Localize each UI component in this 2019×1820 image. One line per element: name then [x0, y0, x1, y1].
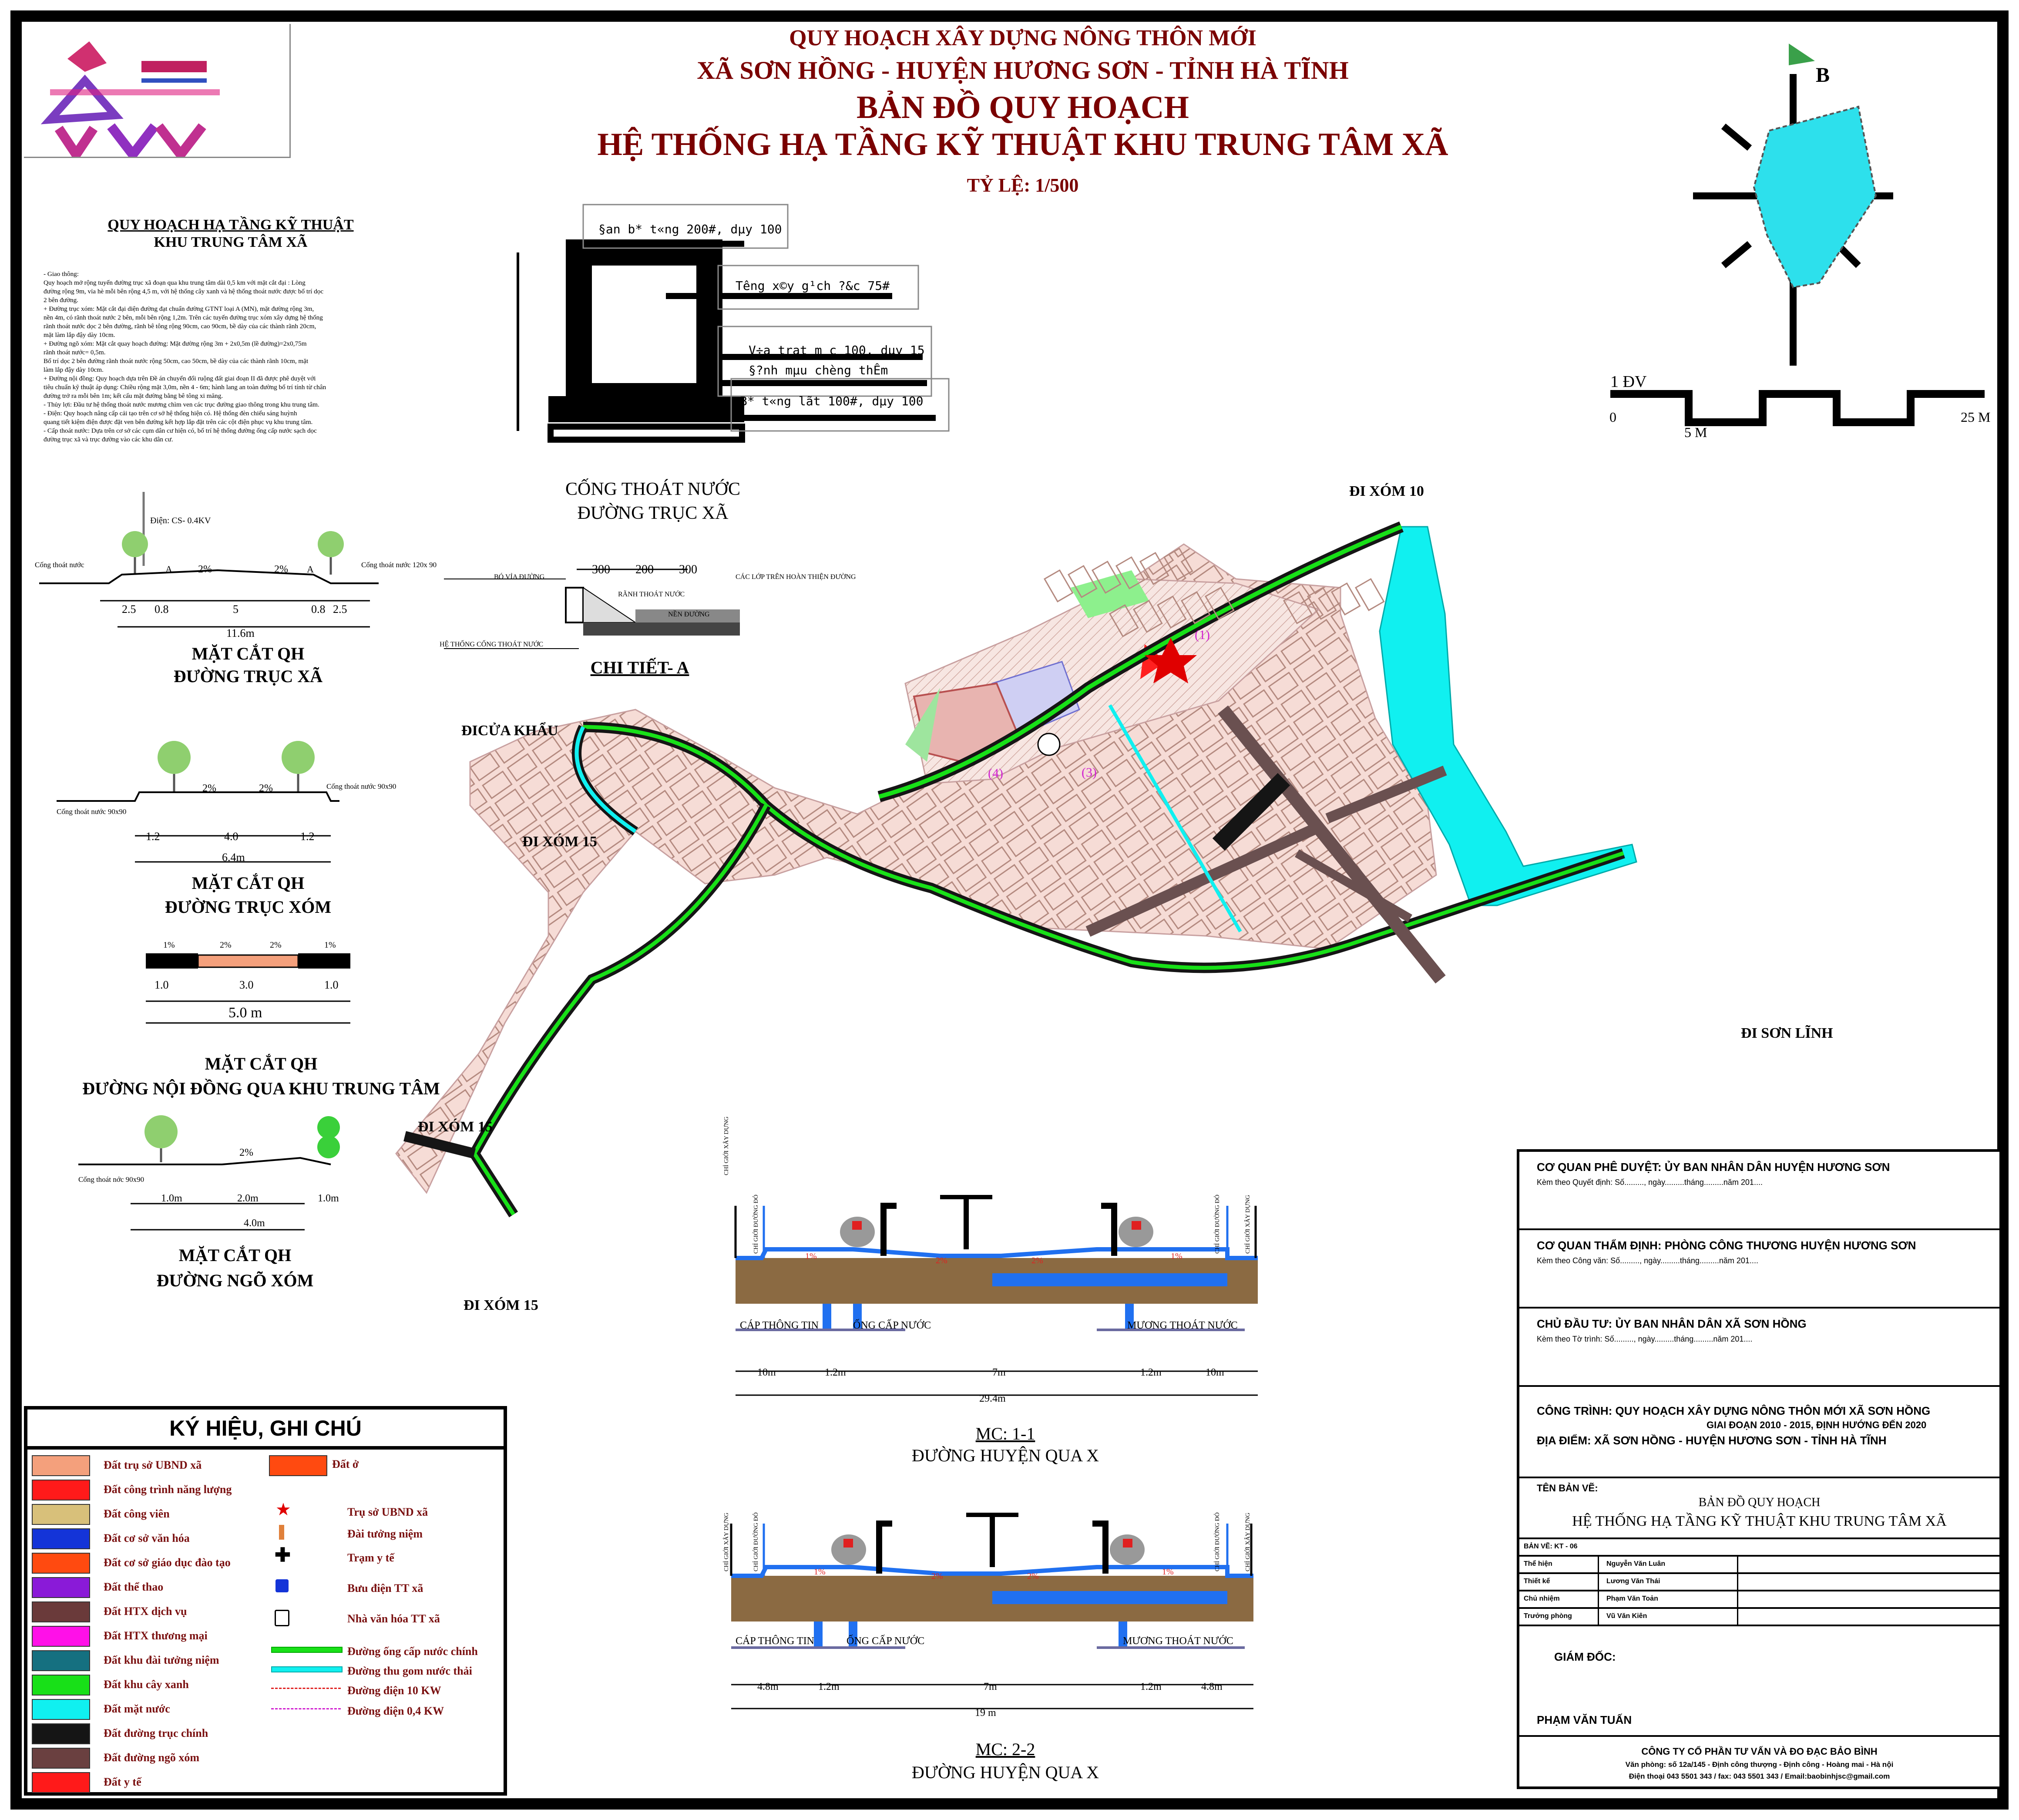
post-icon [271, 1579, 336, 1592]
notes-line: đường trục xã và trục đường vào các khu dân cư. [44, 436, 173, 443]
legend-title: KÝ HIỆU, GHI CHÚ [27, 1410, 504, 1450]
notes-line: rãnh thoát nước dọc 2 bên đường, rãnh bê tông rộng 90cm, cao 90cm, bề dày của các thành rãnh 20cm, [44, 323, 316, 330]
tb-appraise-row [1519, 1230, 1999, 1309]
tb-role: Chủ nhiệm [1524, 1595, 1560, 1602]
notes-line: - Điện: Quy hoạch nâng cấp cải tạo trên cơ sở hệ thống hiện có. Hệ thống đèn chiếu sáng huỳnh [44, 410, 297, 417]
legend-item-label: Đất HTX thương mại [104, 1629, 208, 1642]
notes-line: rãnh thoát nước= 0,5m. [44, 349, 106, 356]
section4-title2: ĐƯỜNG NGÕ XÓM [156, 1271, 314, 1290]
section2-dim-1: 1.2 [146, 830, 160, 843]
section1-total: 11.6m [226, 627, 255, 639]
section3-total: 5.0 m [228, 1005, 262, 1021]
section4-dim-3: 1.0m [318, 1193, 339, 1204]
detail-a-dim-3: 300 [679, 563, 697, 576]
section1-mark-a1: A [165, 564, 172, 575]
legend-item-label: Trạm y tế [347, 1551, 394, 1564]
section2-total: 6.4m [222, 851, 245, 864]
rs1-label-cable: CÁP THÔNG TIN [740, 1320, 819, 1331]
legend-item-label: Đất công trình năng lượng [104, 1483, 232, 1496]
section3-slope-2: 2% [220, 940, 232, 950]
header-line2: XÃ SƠN HỒNG - HUYỆN HƯƠNG SƠN - TỈNH HÀ TĨNH [697, 56, 1349, 84]
rs1-label-drain: MƯƠNG THOÁT NƯỚC [1127, 1320, 1238, 1331]
legend-swatch [32, 1528, 90, 1549]
tb-role-name: Nguyễn Văn Luân [1606, 1560, 1666, 1568]
section1-slope-2: 2% [274, 564, 288, 575]
scalebar-unit: 1 ĐV [1610, 373, 1647, 391]
detail-a-dim-1: 300 [592, 563, 610, 576]
section3-slope-1: 1% [163, 940, 175, 950]
notes-line: Quy hoạch mở rộng tuyến đường trục xã đoạn qua khu trung tâm dài 0,5 km với mặt cắt đại : Lòng [44, 279, 306, 286]
notes-subtitle: KHU TRUNG TÂM XÃ [154, 234, 308, 250]
legend-swatch [32, 1675, 90, 1696]
rs2-dim-1: 4.8m [757, 1681, 779, 1692]
notes-line: đường trở ra mỗi bên 1m; kết cấu mặt đường bằng bê tông xi măng. [44, 392, 223, 400]
culvert-title1: CỐNG THOÁT NƯỚC [565, 479, 741, 499]
rs1-dim-1: 10m [757, 1367, 776, 1378]
rs2-dim-4: 1.2m [1140, 1681, 1162, 1692]
map-zone-1: (1) [1195, 628, 1210, 642]
tb-role-row [1519, 1609, 1999, 1626]
map-direction-xom10: ĐI XÓM 10 [1349, 483, 1424, 499]
section4-total: 4.0m [244, 1218, 265, 1229]
rs2-slope-2: 2% [931, 1571, 943, 1581]
scalebar [1610, 385, 1985, 433]
legend [24, 1406, 507, 1796]
rs1-dim-2: 1.2m [825, 1367, 846, 1378]
legend-item-label: Đất cơ sở giáo dục đào tạo [104, 1556, 231, 1569]
legend-item-label: Đường thu gom nước thải [347, 1665, 472, 1677]
section1-dim-1: 2.5 [122, 603, 136, 616]
section3-title2: ĐƯỜNG NỘI ĐỒNG QUA KHU TRUNG TÂM [82, 1079, 440, 1098]
culvert-label-4: §?nh mµu chèng thÊm [749, 363, 888, 377]
map-scale: TỶ LỆ: 1/500 [967, 175, 1079, 196]
section1-dim-4: 0.8 [311, 603, 326, 616]
rs2-vertical-2: CHỈ GIỚI ĐƯỜNG ĐỎ [753, 1512, 759, 1571]
legend-swatch [32, 1455, 90, 1476]
legend-swatch [32, 1480, 90, 1500]
section2-slope-2: 2% [259, 783, 273, 794]
notes-line: tiêu chuẩn kỹ thuật áp dụng: Chiều rộng mặt 3,0m, nền 4 - 6m; hành lang an toàn đường bố trí tính từ chân [44, 384, 326, 391]
power04-line [271, 1702, 336, 1715]
section-truc-xa-drawing [35, 483, 392, 640]
legend-item-label: Nhà văn hóa TT xã [347, 1612, 440, 1625]
scalebar-zero: 0 [1609, 409, 1616, 425]
section1-dim-5: 2.5 [333, 603, 347, 616]
tb-role: Thể hiện [1524, 1560, 1552, 1568]
sewer-line [271, 1662, 336, 1675]
tb-phone: Điện thoại 043 5501 343 / fax: 043 5501 343 / Email:baobinhjsc@gmail.com [1629, 1772, 1890, 1780]
section3-slope-3: 2% [270, 940, 282, 950]
rs2-title2: ĐƯỜNG HUYỆN QUA X [912, 1763, 1099, 1782]
tb-role-row [1519, 1574, 1999, 1591]
rs1-title1: MC: 1-1 [975, 1424, 1035, 1443]
section4-dim-1: 1.0m [161, 1193, 182, 1204]
map-direction-son-linh: ĐI SƠN LĨNH [1741, 1025, 1833, 1041]
rs1-title2: ĐƯỜNG HUYỆN QUA X [912, 1446, 1099, 1465]
section-truc-xom-drawing [57, 736, 387, 866]
map-direction-xom15-a: ĐI XÓM 15 [522, 834, 597, 850]
rs2-dim-2: 1.2m [818, 1681, 840, 1692]
power10-line [271, 1682, 336, 1695]
legend-item-label: Đất đường trục chính [104, 1727, 208, 1739]
map-direction-xom15-c: ĐI XÓM 15 [464, 1297, 538, 1313]
tb-approve: CƠ QUAN PHÊ DUYỆT: ỦY BAN NHÂN DÂN HUYỆN HƯƠNG SƠN [1537, 1161, 1890, 1174]
rs2-vertical-3: CHỈ GIỚI ĐƯỜNG ĐỎ [1214, 1512, 1221, 1571]
notes-line: Bố trí dọc 2 bên đường rãnh thoát nước rộng 50cm, cao 50cm, bề dày của các thành rãnh 10cm, mặt [44, 357, 309, 365]
company-logo [24, 24, 291, 158]
tb-sheet-row [1519, 1539, 1999, 1557]
legend-item-label: Đất mặt nước [104, 1702, 170, 1715]
detail-a-label-4: NỀN ĐƯỜNG [668, 611, 710, 618]
rs2-slope-3: 2% [1027, 1571, 1039, 1581]
legend-swatch [32, 1650, 90, 1671]
tb-role-name: Phạm Văn Toản [1606, 1595, 1658, 1602]
section3-title1: MẶT CẮT QH [205, 1054, 318, 1073]
rs2-vertical-4: CHỈ GIỚI XÂY DỰNG [1245, 1512, 1251, 1571]
rs2-vertical-1: CHỈ GIỚI XÂY DỰNG [723, 1512, 730, 1571]
map-zone-3: (3) [1082, 765, 1097, 780]
section3-dim-2: 3.0 [239, 979, 254, 991]
map-zone-4: (4) [988, 766, 1003, 780]
section2-right-note: Cống thoát nước 90x90 [326, 782, 396, 791]
rs1-slope-2: 2% [936, 1256, 947, 1265]
section3-dim-1: 1.0 [155, 979, 169, 991]
legend-item-label: Đất khu đài tưởng niệm [104, 1654, 219, 1666]
section3-slope-4: 1% [324, 940, 336, 950]
tb-approve-sub: Kèm theo Quyết định: Số........., ngày.........tháng.........năm 201.... [1537, 1178, 1763, 1187]
notes-line: - Thủy lợi: Đầu tư hệ thống thoát nước mương chìm ven các trục đường giao thông trong khu trung tâm. [44, 401, 319, 408]
legend-swatch [32, 1626, 90, 1647]
notes-title: QUY HOẠCH HẠ TẦNG KỸ THUẬT [108, 217, 354, 233]
map-title: BẢN ĐỒ QUY HOẠCH [857, 90, 1189, 125]
legend-item-label: Đất trụ sở UBND xã [104, 1459, 202, 1471]
section4-dim-2: 2.0m [237, 1193, 259, 1204]
legend-swatch [32, 1748, 90, 1769]
notes-line: - Cấp thoát nước: Dựa trên cơ sở các cụm dân cư hiện có, bố trí hệ thống đường ống cấp nước sạch dọc [44, 427, 317, 434]
notes-line: + Đường nội đồng: Quy hoạch dựa trên Đề án chuyển đổi ruộng đất giai đoạn II đã được phê duyệt với [44, 375, 316, 382]
rs1-dim-5: 10m [1206, 1367, 1224, 1378]
legend-item-label: Đất ở [332, 1458, 359, 1470]
tb-project-row [1519, 1387, 1999, 1478]
legend-swatch [269, 1455, 327, 1476]
culvert-label-3: V÷a trat m¸c 100, dµy 15 [749, 343, 925, 357]
notes-line: quang tiết kiệm điện được đặt ven bên đường kết hợp lắp đặt trên các cột điện phục vụ khu trung tâm. [44, 418, 313, 426]
notes-body [44, 270, 383, 444]
tb-approve-row [1519, 1152, 1999, 1230]
tb-investor-sub: Kèm theo Tờ trình: Số........., ngày.........tháng.........năm 201.... [1537, 1335, 1753, 1343]
detail-a-label-5: HỆ THỐNG CỐNG THOÁT NƯỚC [440, 641, 544, 648]
tb-appraise: CƠ QUAN THẨM ĐỊNH: PHÒNG CÔNG THƯƠNG HUYỆN HƯƠNG SƠN [1537, 1239, 1916, 1252]
legend-item-label: Đường điện 0,4 KW [347, 1705, 444, 1717]
tb-location: ĐỊA ĐIỂM: XÃ SƠN HỒNG - HUYỆN HƯƠNG SƠN - TỈNH HÀ TĨNH [1537, 1434, 1887, 1447]
rs1-label-water: ỐNG CẤP NƯỚC [853, 1320, 931, 1331]
scalebar-end: 25 M [1961, 409, 1991, 425]
section4-slope-1: 2% [239, 1147, 253, 1158]
section1-title1: MẶT CẮT QH [191, 644, 305, 663]
legend-item-label: Trụ sở UBND xã [347, 1506, 428, 1518]
notes-line: làm lắp đậy dày 10cm. [44, 366, 104, 373]
legend-swatch [32, 1723, 90, 1744]
rs1-vertical-1: CHỈ GIỚI XÂY DỰNG [723, 1116, 730, 1175]
section2-dim-3: 1.2 [300, 830, 315, 843]
map-direction-xom15-b: ĐI XÓM 15 [418, 1119, 493, 1135]
culvert-label-2: Têng x©y g¹ch ?&c 75# [736, 279, 890, 293]
tb-investor: CHỦ ĐẦU TƯ: ỦY BAN NHÂN DÂN XÃ SƠN HỒNG [1537, 1317, 1807, 1330]
section1-slope-1: 2% [198, 564, 212, 575]
tb-drawing-label: TÊN BẢN VẼ: [1537, 1483, 1598, 1494]
compass-north-label: B [1816, 64, 1830, 87]
section1-dim-3: 5 [233, 603, 239, 616]
legend-item-label: Bưu điện TT xã [347, 1582, 423, 1595]
rs2-dim-3: 7m [984, 1681, 997, 1692]
north-arrow-icon [1684, 39, 1902, 370]
section2-title1: MẶT CẮT QH [191, 873, 305, 893]
section2-left-note: Cống thoát nước 90x90 [57, 807, 127, 816]
rs1-vertical-2: CHỈ GIỚI ĐƯỜNG ĐỎ [753, 1194, 759, 1254]
tb-role-row [1519, 1591, 1999, 1609]
rs2-slope-1: 1% [814, 1567, 826, 1577]
detail-a-label-2: RÃNH THOÁT NƯỚC [618, 591, 685, 598]
legend-item-label: Đất khu cây xanh [104, 1678, 189, 1691]
monument-icon [271, 1525, 336, 1538]
notes-line: mặt làm lắp đậy dày 10cm. [44, 331, 115, 339]
culvert-title2: ĐƯỜNG TRỤC XÃ [577, 503, 729, 523]
legend-swatch [32, 1577, 90, 1598]
legend-item-label: Đường điện 10 KW [347, 1684, 441, 1697]
culvert-drawing [501, 200, 957, 483]
legend-item-label: Đất công viên [104, 1507, 170, 1520]
rs1-vertical-4: CHỈ GIỚI XÂY DỰNG [1245, 1194, 1251, 1254]
title-block [1517, 1149, 2002, 1789]
section3-dim-3: 1.0 [324, 979, 339, 991]
tb-company-divider [1519, 1735, 1999, 1737]
tb-project-sub: GIAI ĐOẠN 2010 - 2015, ĐỊNH HƯỚNG ĐẾN 2020 [1707, 1420, 1927, 1430]
culvert-label-5: B* t«ng lãt 100#, dµy 100 [740, 394, 924, 408]
section2-dim-2: 4.0 [224, 830, 239, 843]
culture-icon [271, 1610, 336, 1623]
tb-director: PHẠM VĂN TUẤN [1537, 1713, 1632, 1726]
legend-swatch [32, 1699, 90, 1720]
legend-swatch [32, 1601, 90, 1622]
tb-company: CÔNG TY CỔ PHẦN TƯ VẤN VÀ ĐO ĐẠC BẢO BÌNH [1641, 1746, 1878, 1757]
rs1-dim-4: 1.2m [1140, 1367, 1162, 1378]
section1-dim-2: 0.8 [155, 603, 169, 616]
rs2-slope-4: 1% [1162, 1567, 1174, 1577]
star-icon: ★ [275, 1500, 291, 1519]
legend-item-label: Đất đường ngõ xóm [104, 1751, 199, 1764]
rs2-title1: MC: 2-2 [975, 1739, 1035, 1759]
notes-line: 2 bên đường. [44, 296, 78, 304]
section1-mark-a2: A [307, 564, 314, 575]
scalebar-mid: 5 M [1684, 424, 1707, 440]
rs1-slope-1: 1% [805, 1251, 817, 1261]
tb-role-name: Vũ Văn Kiên [1606, 1612, 1647, 1620]
section4-left-note: Cống thoát nớc 90x90 [78, 1175, 144, 1184]
rs2-label-water: ỐNG CẤP NƯỚC [847, 1635, 925, 1647]
section2-title2: ĐƯỜNG TRỤC XÓM [165, 897, 332, 917]
tb-role: Thiết kế [1524, 1578, 1550, 1585]
notes-line: đường rộng 9m, vỉa hè mỗi bên rộng 4,5 m, với hệ thống cây xanh và hệ thống thoát nước được bố trí dọc [44, 288, 324, 295]
rs1-slope-3: 2% [1031, 1256, 1043, 1265]
legend-swatch [32, 1772, 90, 1793]
tb-role: Trưởng phòng [1524, 1612, 1572, 1620]
water-pipe-line [271, 1642, 336, 1655]
rs1-dim-3: 7m [992, 1367, 1006, 1378]
legend-item-label: Đất y tế [104, 1776, 141, 1788]
legend-swatch [32, 1504, 90, 1525]
rs1-vertical-3: CHỈ GIỚI ĐƯỜNG ĐỎ [1214, 1194, 1221, 1254]
notes-line: + Đường trục xóm: Mặt cắt đại diện đường đạt chuẩn đường GTNT loại A (MN), mặt đường rộng 3m, [44, 305, 314, 313]
tb-appraise-sub: Kèm theo Công văn: Số........., ngày.........tháng.........năm 201.... [1537, 1256, 1758, 1265]
section4-title1: MẶT CẮT QH [178, 1245, 292, 1265]
rs1-total: 29.4m [979, 1393, 1006, 1404]
detail-a-label-1: BÓ VỈA ĐƯỜNG [494, 573, 545, 581]
section1-left-note: Cống thoát nước [35, 561, 84, 569]
legend-item-label: Đất HTX dịch vụ [104, 1605, 187, 1618]
tb-director-label: GIÁM ĐỐC: [1554, 1650, 1616, 1663]
section1-pole: Điện: CS- 0.4KV [150, 516, 211, 525]
rs2-label-cable: CÁP THÔNG TIN [736, 1635, 814, 1647]
section1-title2: ĐƯỜNG TRỤC XÃ [173, 666, 323, 686]
tb-drawing1: BẢN ĐỒ QUY HOẠCH [1698, 1496, 1821, 1509]
tb-drawing-row [1519, 1478, 1999, 1539]
legend-item-label: Đất thể thao [104, 1581, 164, 1593]
tb-role-name: Lương Văn Thái [1606, 1578, 1660, 1585]
map-subtitle: HỆ THỐNG HẠ TẦNG KỸ THUẬT KHU TRUNG TÂM XÃ [597, 127, 1448, 162]
notes-line: - Giao thông: [44, 270, 79, 278]
rs2-label-drain: MƯƠNG THOÁT NƯỚC [1123, 1635, 1233, 1647]
notes-line: nền 4m, có rãnh thoát nước 2 bên, mỗi bên rộng 1,2m. Trên các tuyến đường trục xóm xây dựng hệ thống [44, 314, 323, 321]
header-line1: QUY HOẠCH XÂY DỰNG NÔNG THÔN MỚI [789, 26, 1256, 50]
tb-sheet: BẢN VẼ: KT - 06 [1524, 1543, 1578, 1550]
culvert-label-1: §an b* t«ng 200#, dµy 100 [598, 222, 782, 236]
tb-drawing2: HỆ THỐNG HẠ TẦNG KỸ THUẬT KHU TRUNG TÂM XÃ [1572, 1513, 1947, 1529]
tb-role-row [1519, 1557, 1999, 1574]
cross-icon: ✚ [275, 1544, 291, 1566]
tb-address: Văn phòng: số 12a/145 - Định công thượng - Định công - Hoàng mai - Hà nội [1625, 1760, 1894, 1769]
legend-item-label: Đất cơ sở văn hóa [104, 1532, 190, 1544]
section1-right-note: Cống thoát nước 120x 90 [361, 561, 437, 569]
detail-a-label-3: CÁC LỚP TRÊN HOÀN THIỆN ĐƯỜNG [736, 573, 856, 581]
legend-swatch [32, 1553, 90, 1574]
detail-a-dim-2: 200 [635, 563, 654, 576]
tb-project: CÔNG TRÌNH: QUY HOẠCH XÂY DỰNG NÔNG THÔN MỚI XÃ SƠN HỒNG [1537, 1404, 1931, 1417]
tb-investor-row [1519, 1309, 1999, 1387]
legend-item-label: Đài tưởng niệm [347, 1527, 423, 1540]
notes-line: + Đường ngõ xóm: Mặt cắt quay hoạch đường: Mặt đường rộng 3m + 2x0,5m (lề đường)=2x0,75m [44, 340, 307, 347]
rs2-dim-5: 4.8m [1201, 1681, 1223, 1692]
detail-a-title: CHI TIẾT- A [590, 658, 689, 677]
map-direction-cua-khau: ĐICỬA KHẨU [461, 723, 558, 739]
legend-item-label: Đường ống cấp nước chính [347, 1645, 478, 1658]
section2-slope-1: 2% [202, 783, 216, 794]
rs2-total: 19 m [975, 1707, 996, 1719]
rs1-slope-4: 1% [1171, 1251, 1183, 1261]
